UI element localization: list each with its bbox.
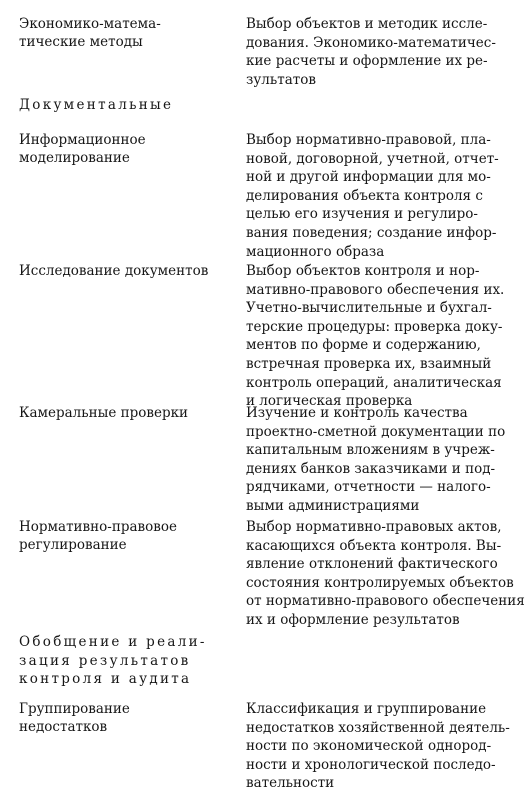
method-description-line: состояния контролируемых объектов xyxy=(246,574,514,591)
method-description-line: ментов по форме и содержанию, xyxy=(246,337,481,354)
method-description-line: дениях банков заказчиками и под- xyxy=(246,460,496,477)
method-description-line: Выбор нормативно-правовых актов, xyxy=(246,519,502,535)
method-description-line: рядчиками, отчетности — налого- xyxy=(246,479,491,496)
method-description-line: капитальным вложениям в учреж- xyxy=(246,442,495,459)
section-heading-line: Обобщение и реали- xyxy=(19,634,207,650)
method-description-line: их и оформление результатов xyxy=(246,611,460,628)
method-description xyxy=(246,262,516,411)
method-description-line: Учетно-вычислительные и бухгал- xyxy=(246,300,492,317)
method-name-line: недостатков xyxy=(19,719,108,735)
method-description-line: вательности xyxy=(246,775,335,792)
method-name-line: Камеральные проверки xyxy=(19,405,189,421)
method-name-line: Экономико-матема- xyxy=(19,16,161,32)
method-name-line: моделирование xyxy=(19,150,130,166)
method-description-line: и логическая проверка xyxy=(246,393,413,410)
method-description-line: ности и хронологической последо- xyxy=(246,756,496,773)
method-description-line: вания поведения; создание инфор- xyxy=(246,224,497,241)
method-name-line: Группирование xyxy=(19,701,130,717)
method-description-line: Выбор нормативно-правовой, пла- xyxy=(246,132,491,148)
method-name xyxy=(19,15,234,51)
method-description-line: Выбор объектов и методик иссле- xyxy=(246,16,488,32)
method-description-line: встречная проверка их, взаимный xyxy=(246,355,492,372)
method-description-line: проектно-сметной документации по xyxy=(246,423,506,440)
section-heading-line: зация результатов xyxy=(19,652,191,669)
method-name-line: тические методы xyxy=(19,34,143,50)
method-description-line: мативно-правового обеспечения их. xyxy=(246,281,505,298)
method-description-line: выми администрациями xyxy=(246,497,420,514)
method-description xyxy=(246,404,516,516)
method-description-line: явление отклонений фактического xyxy=(246,556,498,573)
method-description-line: касающихся объекта контроля. Вы- xyxy=(246,537,502,554)
method-name xyxy=(19,518,234,554)
method-description-line: новой, договорной, учетной, отчет- xyxy=(246,150,499,167)
method-description-line: от нормативно-правового обеспечения xyxy=(246,593,525,610)
method-description-line: ности по экономической однород- xyxy=(246,738,492,755)
method-description-line: дования. Экономико-математичес- xyxy=(246,34,496,51)
section-heading-line: контроля и аудита xyxy=(19,671,192,687)
section-heading xyxy=(19,96,259,115)
method-name xyxy=(19,404,234,422)
method-description-line: целью его изучения и регулиро- xyxy=(246,206,478,223)
method-description-line: недостатков хозяйственной деятель- xyxy=(246,719,510,736)
method-name-line: регулирование xyxy=(19,537,127,553)
method-description-line: Классификация и группирование xyxy=(246,701,487,717)
method-name-line: Информационное xyxy=(19,132,146,148)
method-description-line: Выбор объектов контроля и нор- xyxy=(246,263,480,279)
method-description-line: ной и другой информации для мо- xyxy=(246,169,491,186)
method-description-line: зультатов xyxy=(246,71,316,88)
method-description-line: мационного образа xyxy=(246,243,385,260)
method-description-line: терские процедуры: проверка доку- xyxy=(246,318,503,335)
section-heading-line: Документальные xyxy=(19,97,174,113)
method-name-line: Исследование документов xyxy=(19,263,209,279)
method-description-line: контроль операций, аналитическая xyxy=(246,374,502,391)
method-name xyxy=(19,700,234,736)
method-description xyxy=(246,700,516,793)
method-name xyxy=(19,262,234,280)
method-name-line: Нормативно-правовое xyxy=(19,519,177,535)
section-heading xyxy=(19,633,259,689)
method-description xyxy=(246,518,525,630)
method-description xyxy=(246,15,516,89)
method-name xyxy=(19,131,234,167)
method-description xyxy=(246,131,516,261)
method-description-line: кие расчеты и оформление их ре- xyxy=(246,53,488,70)
method-description-line: делирования объекта контроля с xyxy=(246,187,483,204)
method-description-line: Изучение и контроль качества xyxy=(246,405,468,421)
